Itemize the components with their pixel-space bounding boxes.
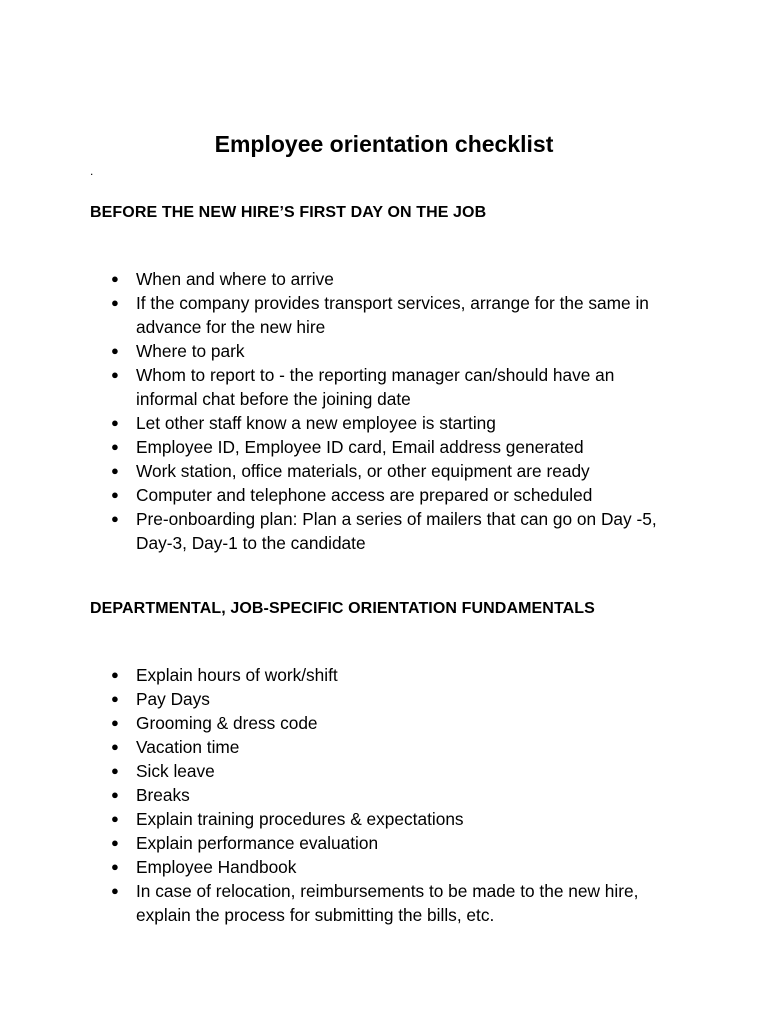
list-item xyxy=(0,339,768,363)
list-item-text: When and where to arrive xyxy=(136,269,334,289)
bullet-icon: ● xyxy=(111,715,119,730)
bullet-icon: ● xyxy=(111,271,119,286)
checklist-departmental-orientation xyxy=(0,663,768,927)
list-item-text: Pay Days xyxy=(136,689,210,709)
list-item xyxy=(0,363,768,411)
list-item xyxy=(0,483,768,507)
list-item xyxy=(0,711,768,735)
bullet-icon: ● xyxy=(111,835,119,850)
list-item-text: In case of relocation, reimbursements to be made to the new hire, explain the process for submitting the bills, etc. xyxy=(136,881,639,925)
list-item xyxy=(0,783,768,807)
bullet-icon: ● xyxy=(111,343,119,358)
list-item xyxy=(0,831,768,855)
bullet-icon: ● xyxy=(111,487,119,502)
list-item xyxy=(0,411,768,435)
list-item-text: Sick leave xyxy=(136,761,215,781)
list-item xyxy=(0,687,768,711)
list-item xyxy=(0,435,768,459)
section-heading-before-first-day: BEFORE THE NEW HIRE’S FIRST DAY ON THE JOB xyxy=(90,204,487,221)
bullet-icon: ● xyxy=(111,739,119,754)
bullet-icon: ● xyxy=(111,691,119,706)
list-item-text: Let other staff know a new employee is starting xyxy=(136,413,496,433)
list-item-text: Where to park xyxy=(136,341,245,361)
bullet-icon: ● xyxy=(111,463,119,478)
list-item xyxy=(0,459,768,483)
list-item-text: Employee Handbook xyxy=(136,857,297,877)
list-item xyxy=(0,291,768,339)
bullet-icon: ● xyxy=(111,511,119,526)
list-item-text: Pre-onboarding plan: Plan a series of mailers that can go on Day -5, Day-3, Day-1 to the candidate xyxy=(136,509,657,553)
list-item xyxy=(0,855,768,879)
bullet-icon: ● xyxy=(111,667,119,682)
checklist-before-first-day xyxy=(0,267,768,555)
list-item-text: Employee ID, Employee ID card, Email address generated xyxy=(136,437,584,457)
list-item-text: Explain hours of work/shift xyxy=(136,665,338,685)
list-item xyxy=(0,735,768,759)
bullet-icon: ● xyxy=(111,883,119,898)
bullet-icon: ● xyxy=(111,811,119,826)
list-item-text: Whom to report to - the reporting manager can/should have an informal chat before the joining date xyxy=(136,365,615,409)
list-item-text: If the company provides transport services, arrange for the same in advance for the new hire xyxy=(136,293,649,337)
bullet-icon: ● xyxy=(111,763,119,778)
list-item-text: Work station, office materials, or other equipment are ready xyxy=(136,461,590,481)
list-item-text: Grooming & dress code xyxy=(136,713,318,733)
list-item xyxy=(0,807,768,831)
bullet-icon: ● xyxy=(111,295,119,310)
bullet-icon: ● xyxy=(111,367,119,382)
bullet-icon: ● xyxy=(111,787,119,802)
list-item-text: Vacation time xyxy=(136,737,240,757)
list-item-text: Explain training procedures & expectations xyxy=(136,809,464,829)
list-item xyxy=(0,879,768,927)
list-item-text: Explain performance evaluation xyxy=(136,833,379,853)
bullet-icon: ● xyxy=(111,859,119,874)
bullet-icon: ● xyxy=(111,415,119,430)
list-item xyxy=(0,759,768,783)
list-item xyxy=(0,267,768,291)
section-heading-departmental-orientation: DEPARTMENTAL, JOB-SPECIFIC ORIENTATION FUNDAMENTALS xyxy=(90,600,595,617)
document-title: Employee orientation checklist xyxy=(214,131,554,157)
list-item-text: Breaks xyxy=(136,785,190,805)
stray-mark: . xyxy=(90,164,94,178)
list-item-text: Computer and telephone access are prepared or scheduled xyxy=(136,485,593,505)
list-item xyxy=(0,663,768,687)
list-item xyxy=(0,507,768,555)
bullet-icon: ● xyxy=(111,439,119,454)
